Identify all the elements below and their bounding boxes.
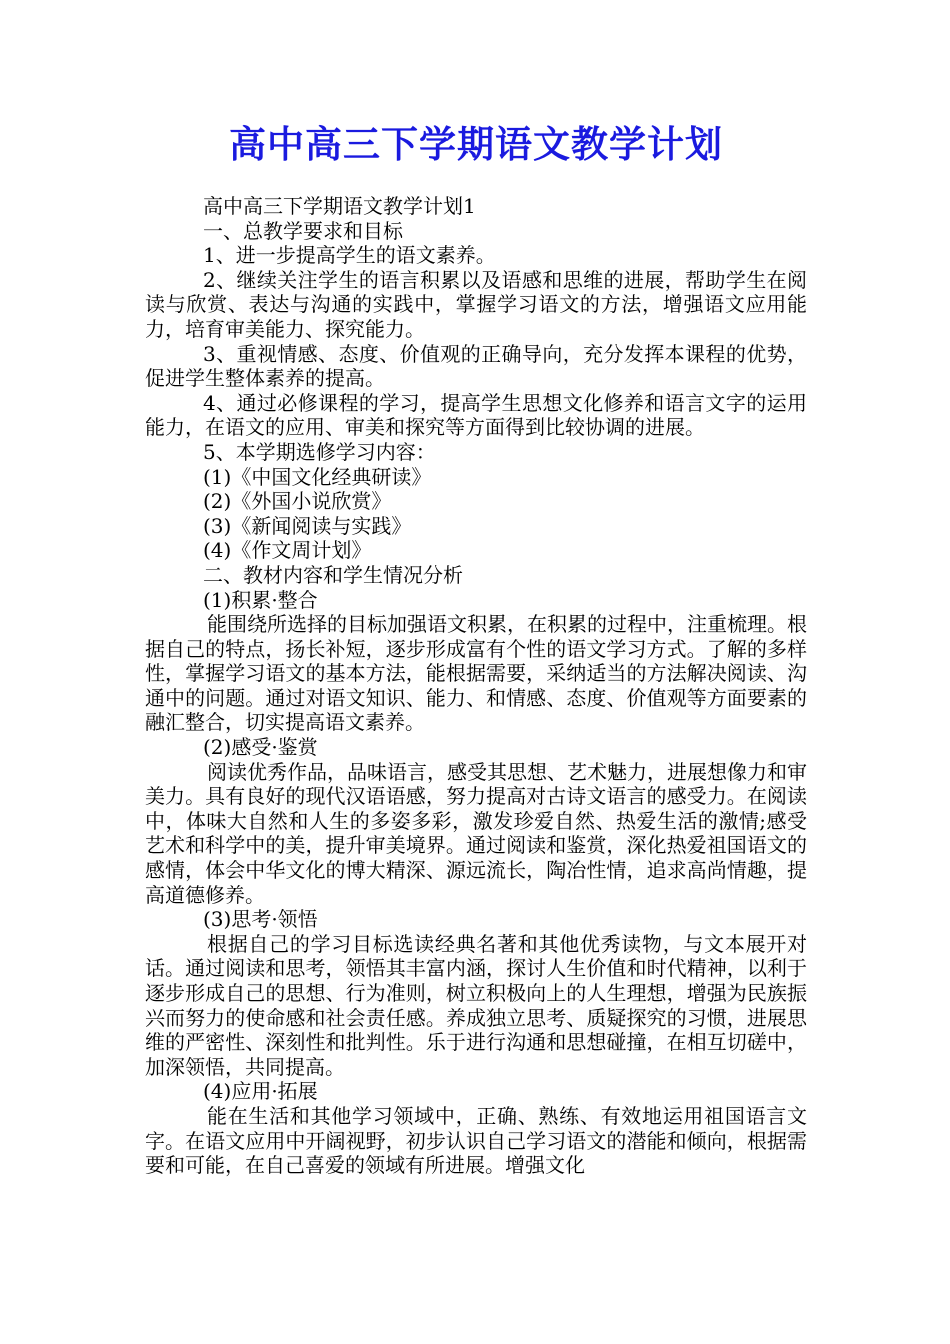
paragraph-appreciate: 阅读优秀作品，品味语言，感受其思想、艺术魅力，进展想像力和审美力。具有良好的现代汉语语感，努力提高对古诗文语言的感受力。在阅读中，体味大自然和人生的多姿多彩，激发珍爱自然、热爱生活的激情;感受艺术和科学中的美，提升审美境界。通过阅读和鉴赏，深化热爱祖国语文的感情，体会中华文化的博大精深、源远流长，陶冶性情，追求高尚情趣，提高道德修养。 [145,759,807,907]
paragraph-apply: 能在生活和其他学习领域中，正确、熟练、有效地运用祖国语言文字。在语文应用中开阔视野，初步认识自己学习语文的潜能和倾向，根据需要和可能，在自己喜爱的领域有所进展。增强文化 [145,1103,807,1178]
course-item-4: (4)《作文周计划》 [203,538,372,563]
paragraph-accumulate: 能围绕所选择的目标加强语文积累，在积累的过程中，注重梳理。根据自己的特点，扬长补短，逐步形成富有个性的语文学习方式。了解的多样性，掌握学习语文的基本方法，能根据需要，采纳适当的方法解决阅读、沟通中的问题。通过对语文知识、能力、和情感、态度、价值观等方面要素的融汇整合，切实提高语文素养。 [145,612,807,735]
subheading-appreciate: (2)感受·鉴赏 [203,735,318,760]
goal-item-2: 2、继续关注学生的语言积累以及语感和思维的进展，帮助学生在阅读与欣赏、表达与沟通的实践中，掌握学习语文的方法，增强语文应用能力，培育审美能力、探究能力。 [145,267,807,341]
goal-item-5: 5、本学期选修学习内容： [203,439,436,464]
goal-item-4: 4、通过必修课程的学习，提高学生思想文化修养和语言文字的运用能力，在语文的应用、审美和探究等方面得到比较协调的进展。 [145,390,807,440]
subheading-accumulate: (1)积累·整合 [203,587,318,612]
section-heading-analysis: 二、教材内容和学生情况分析 [203,562,463,587]
course-item-3: (3)《新闻阅读与实践》 [203,513,412,538]
document-body [145,194,807,1178]
section-heading-plan-1: 高中高三下学期语文教学计划1 [203,194,476,218]
document-page [145,118,807,1178]
course-item-2: (2)《外国小说欣赏》 [203,489,392,514]
goal-item-1: 1、进一步提高学生的语文素养。 [203,243,496,268]
section-heading-goals: 一、总教学要求和目标 [203,218,403,243]
paragraph-reflect: 根据自己的学习目标选读经典名著和其他优秀读物，与文本展开对话。通过阅读和思考，领悟其丰富内涵，探讨人生价值和时代精神，以利于逐步形成自己的思想、行为准则，树立积极向上的人生理想，增强为民族振兴而努力的使命感和社会责任感。养成独立思考、质疑探究的习惯，进展思维的严密性、深刻性和批判性。乐于进行沟通和思想碰撞，在相互切磋中，加深领悟，共同提高。 [145,931,807,1079]
document-title: 高中高三下学期语文教学计划 [229,122,723,166]
goal-item-3: 3、重视情感、态度、价值观的正确导向，充分发挥本课程的优势，促进学生整体素养的提高。 [145,341,807,391]
course-item-1: (1)《中国文化经典研读》 [203,464,432,489]
subheading-reflect: (3)思考·领悟 [203,907,318,932]
subheading-apply: (4)应用·拓展 [203,1079,318,1104]
